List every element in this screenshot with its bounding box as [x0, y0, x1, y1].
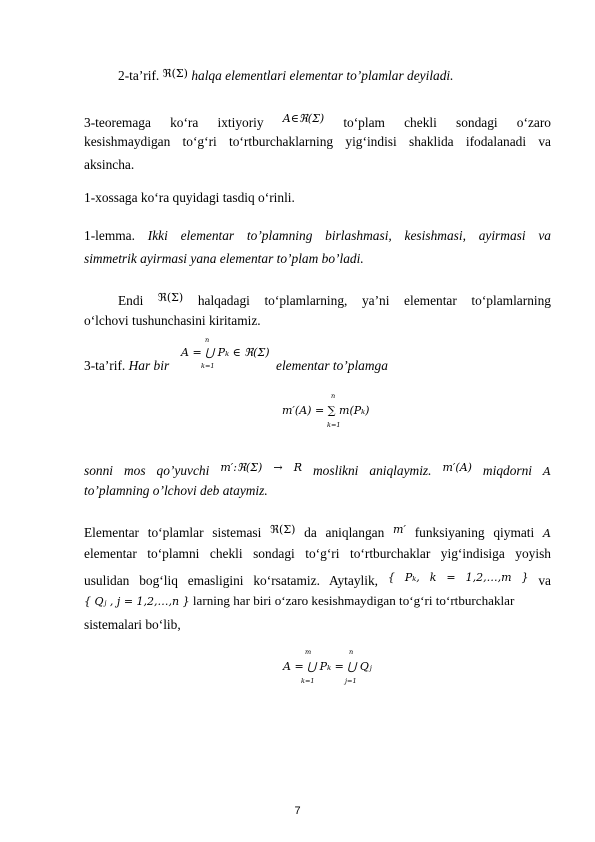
union-formula-text: A = ⋃ Pₖ ∈ ℜ(Σ)	[181, 346, 270, 359]
ring-symbol: ℜ(Σ)	[162, 67, 188, 80]
independence-line-4	[84, 593, 551, 610]
theorem-ref-line-3: aksincha.	[84, 157, 135, 172]
definition-3-text-b: elementar to’plamga	[276, 358, 388, 373]
measure-of-A: m′(A)	[442, 461, 472, 474]
lower-limit-j: j=1	[345, 677, 357, 685]
set-A-2: A	[543, 527, 551, 540]
sum-lower-limit: k=1	[327, 421, 341, 429]
decomposition-formula	[283, 648, 372, 685]
intro-line-2: o‘lchovi tushunchasini kiritamiz.	[84, 313, 261, 328]
ring-symbol-3: ℜ(Σ)	[270, 523, 296, 536]
mapping-text-a: sonni mos qo’yuvchi	[84, 463, 210, 478]
lower-limit: k=1	[201, 362, 215, 370]
independence-line-5: sistemalari bo‘lib,	[84, 617, 181, 632]
independence-line-1	[84, 522, 551, 542]
sum-upper-limit: n	[331, 392, 336, 400]
upper-limit: n	[205, 336, 210, 344]
independence-text-d: usulidan bog‘liq emasligini ko‘rsatamiz. Aytaylik,	[84, 573, 378, 588]
measure-formula-text: m′(A) = ∑ m(Pₖ)	[282, 404, 370, 417]
mapping-formula: m′:ℜ(Σ) → R	[220, 461, 303, 474]
independence-text-e: larning har biri o‘zaro kesishmaydigan to‘g‘ri to‘rtburchaklar	[192, 593, 515, 608]
upper-limit-n: n	[349, 648, 354, 656]
property-statement: 1-xossaga ko‘ra quyidagi tasdiq o‘rinli.	[84, 190, 295, 205]
measure-formula	[282, 392, 370, 429]
definition-2	[118, 66, 538, 84]
intro-text: halqadagi to‘plamlarning, ya’ni elementar to‘plamlarning	[197, 293, 551, 308]
independence-text-b: da aniqlangan	[304, 525, 385, 540]
mapping-text-c: miqdorni	[482, 463, 533, 478]
mapping-line-1	[84, 460, 551, 480]
conjunction-va: va	[538, 573, 551, 588]
theorem-ref-line-2: kesishmaydigan to‘g‘ri to‘rtburchaklarning yig‘indisi shaklida ifodalanadi va	[84, 134, 551, 149]
lemma-1-line-1	[84, 228, 551, 244]
independence-text-c: funksiyaning qiymati	[414, 525, 535, 540]
ring-symbol-2: ℜ(Σ)	[157, 291, 184, 304]
rect-system-P: { Pₖ, k = 1,2,…,m }	[387, 571, 529, 584]
independence-line-3	[84, 570, 551, 589]
theorem-ref-text-cont: to‘plam chekli sondagi o‘zaro	[343, 115, 551, 130]
m-prime: m′	[393, 523, 406, 536]
lower-limit-k: k=1	[301, 677, 315, 685]
intro-line-1	[118, 290, 551, 309]
lemma-1-line-2: simmetrik ayirmasi yana elementar to’plam bo’ladi.	[84, 251, 364, 266]
mapping-text-b: moslikni aniqlaymiz.	[313, 463, 432, 478]
theorem-ref-line-1	[84, 111, 551, 131]
set-A: A	[543, 465, 551, 478]
set-membership-formula: A∈ℜ(Σ)	[282, 112, 325, 125]
definition-3-label: 3-ta’rif.	[84, 358, 126, 373]
independence-text-a: Elementar to‘plamlar sistemasi	[84, 525, 262, 540]
definition-3-text-a: Har bir	[128, 358, 170, 373]
rect-system-Q: { Qⱼ , j = 1,2,…,n }	[84, 595, 190, 608]
independence-line-2: elementar to‘plamni chekli sondagi to‘g‘ri to‘rtburchaklar yig‘indisiga yoyish	[84, 546, 551, 561]
lemma-label: 1-lemma.	[84, 228, 135, 243]
theorem-ref-text: 3-teoremaga ko‘ra ixtiyoriy	[84, 115, 264, 130]
upper-limit-m: m	[305, 648, 312, 656]
definition-2-text: halqa elementlari elementar to’plamlar deyiladi.	[191, 68, 454, 83]
mapping-line-2: to’plamning o’lchovi deb ataymiz.	[84, 483, 268, 498]
decomposition-formula-text: A = ⋃ Pₖ = ⋃ Qⱼ	[283, 660, 372, 673]
lemma-text: Ikki elementar to’plamning birlashmasi, kesishmasi, ayirmasi va	[147, 228, 551, 243]
intro-word: Endi	[118, 293, 144, 308]
definition-2-label: 2-ta’rif.	[118, 68, 160, 83]
page-number: 7	[294, 805, 301, 817]
union-formula	[181, 336, 270, 370]
